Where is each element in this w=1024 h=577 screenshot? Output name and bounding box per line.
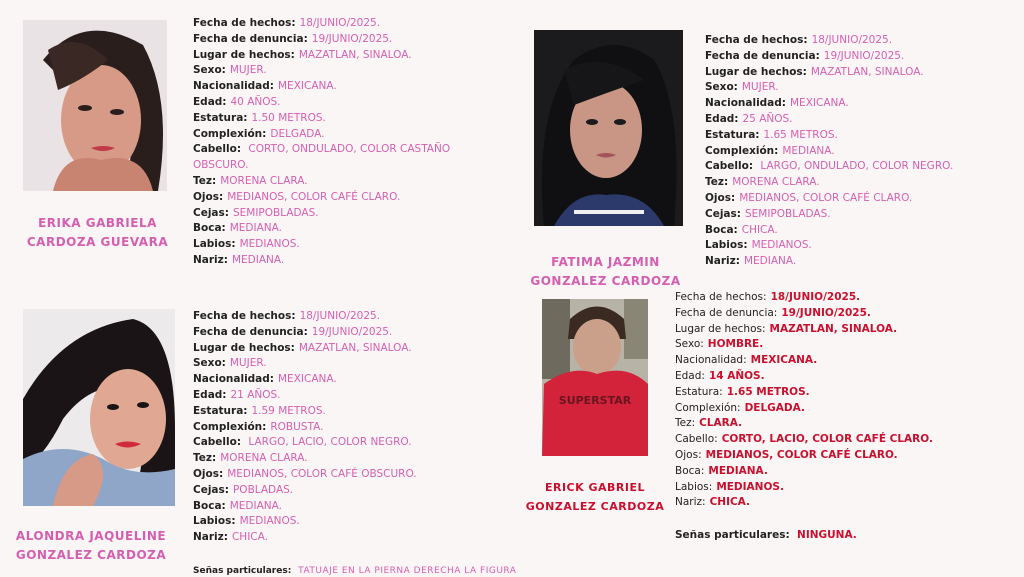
- field-value: CHICA.: [709, 496, 750, 509]
- field-label: Fecha de hechos:: [705, 34, 808, 46]
- field-label: Ojos:: [193, 467, 224, 480]
- field-label: Edad:: [705, 112, 739, 125]
- field-row: [705, 175, 953, 191]
- field-label: Nariz:: [193, 253, 228, 266]
- field-value: MEDIANA.: [708, 464, 768, 477]
- field-row: [193, 79, 450, 95]
- field-value: LARGO, ONDULADO, COLOR NEGRO.: [757, 160, 954, 173]
- field-value: MEDIANA.: [231, 253, 285, 266]
- field-row: [193, 237, 450, 253]
- field-label: Lugar de hechos:: [675, 322, 766, 335]
- photo-erika: [23, 20, 167, 191]
- field-row: [193, 372, 417, 388]
- field-value: MAZATLAN, SINALOA.: [298, 341, 412, 354]
- name-erika: [5, 214, 190, 252]
- field-value: MORENA CLARA.: [220, 452, 308, 465]
- field-value: MEXICANA.: [790, 97, 849, 110]
- field-value: MEXICANA.: [750, 354, 818, 367]
- photo-fatima: [534, 30, 683, 226]
- field-label: Labios:: [675, 480, 713, 493]
- shirt-text: SUPERSTAR: [558, 394, 632, 407]
- field-value: MEXICANA.: [278, 373, 337, 386]
- field-value: ROBUSTA.: [270, 420, 324, 433]
- field-value: 1.59 METROS.: [251, 404, 326, 417]
- field-label: Lugar de hechos:: [193, 48, 295, 61]
- field-row: [675, 416, 933, 432]
- field-label: Ojos:: [705, 191, 736, 204]
- name-line1: FATIMA JAZMIN: [551, 255, 660, 269]
- field-row: [193, 63, 450, 79]
- field-row: [193, 142, 450, 158]
- field-label: Boca:: [193, 499, 226, 512]
- field-label: Fecha de hechos:: [675, 291, 767, 303]
- field-row: [193, 325, 417, 341]
- field-value: 19/JUNIO/2025.: [823, 49, 905, 62]
- field-label: Nariz:: [193, 531, 228, 544]
- field-value: CHICA.: [741, 223, 778, 236]
- field-value: MEDIANOS.: [239, 238, 300, 251]
- senas-erick: [675, 529, 857, 541]
- name-alondra: [0, 527, 182, 565]
- field-value: CORTO, LACIO, COLOR CAFÉ CLARO.: [721, 433, 933, 446]
- photo-alondra: [23, 309, 175, 506]
- field-row: [705, 33, 953, 49]
- field-value: 1.50 METROS.: [251, 111, 326, 124]
- top-date-note: [722, 0, 809, 1]
- field-value: 14 AÑOS.: [708, 369, 765, 382]
- field-label: Labios:: [193, 238, 236, 251]
- field-value: MORENA CLARA.: [732, 176, 820, 189]
- field-label: Lugar de hechos:: [705, 65, 807, 78]
- field-row: [675, 322, 933, 338]
- field-label: Cabello:: [675, 433, 718, 446]
- field-value: CORTO, ONDULADO, COLOR CASTAÑO: [245, 143, 451, 156]
- field-value: DELGADA.: [744, 401, 805, 414]
- field-label: Boca:: [675, 464, 705, 477]
- field-label: Fecha de hechos:: [193, 17, 296, 29]
- field-label: Edad:: [193, 388, 227, 401]
- field-row: [705, 49, 953, 65]
- field-value: MUJER.: [741, 81, 779, 94]
- field-row: [193, 404, 417, 420]
- field-value: MEDIANA.: [743, 255, 797, 268]
- field-label: Complexión:: [193, 127, 267, 140]
- field-label: Ojos:: [193, 190, 224, 203]
- field-value: 18/JUNIO/2025.: [299, 17, 381, 29]
- field-value: 18/JUNIO/2025.: [811, 34, 893, 46]
- portrait-image: [23, 309, 175, 506]
- field-label: Nacionalidad:: [193, 373, 274, 386]
- field-value: 1.65 METROS.: [726, 385, 810, 398]
- name-line2: CARDOZA GUEVARA: [26, 235, 169, 249]
- portrait-image: [542, 299, 648, 456]
- field-row: [193, 420, 417, 436]
- details-erick: [675, 290, 933, 511]
- senas-label: Señas particulares:: [675, 529, 790, 541]
- field-row: [193, 111, 450, 127]
- field-row: [675, 369, 933, 385]
- name-line1: ERICK GABRIEL: [544, 481, 646, 494]
- field-label: Tez:: [675, 417, 696, 430]
- field-label: Fecha de denuncia:: [705, 49, 820, 62]
- field-label: Fecha de denuncia:: [193, 325, 308, 338]
- field-row: [193, 32, 450, 48]
- field-label: Tez:: [193, 174, 217, 187]
- field-label: Ojos:: [675, 448, 702, 461]
- details-alondra: [193, 309, 417, 546]
- field-row: [675, 385, 933, 401]
- field-row: [193, 388, 417, 404]
- field-label: Estatura:: [193, 111, 248, 124]
- field-row: [193, 206, 450, 222]
- field-row: [193, 127, 450, 143]
- field-label: Cejas:: [193, 206, 229, 219]
- field-value: DELGADA.: [270, 127, 325, 140]
- field-value: MUJER.: [229, 64, 267, 77]
- field-value: 25 AÑOS.: [742, 112, 793, 125]
- field-row: [705, 238, 953, 254]
- field-row-continuation: [193, 158, 450, 174]
- field-value: 18/JUNIO/2025.: [299, 310, 381, 322]
- photo-erick: [542, 299, 648, 456]
- portrait-image: [23, 20, 167, 191]
- senas-value: NINGUNA.: [797, 529, 857, 541]
- field-row: [675, 353, 933, 369]
- field-label: Cejas:: [193, 483, 229, 496]
- field-value: 21 AÑOS.: [230, 388, 281, 401]
- field-value: 18/JUNIO/2025.: [770, 291, 861, 303]
- field-row: [675, 480, 933, 496]
- field-label: Complexión:: [675, 401, 741, 414]
- field-value: LARGO, LACIO, COLOR NEGRO.: [245, 436, 412, 449]
- field-row: [705, 207, 953, 223]
- field-row: [705, 144, 953, 160]
- field-value: MEDIANA.: [229, 222, 282, 235]
- field-value: CHICA.: [231, 531, 268, 544]
- field-label: Boca:: [705, 223, 738, 236]
- field-row: [193, 190, 450, 206]
- field-row: [193, 309, 417, 325]
- field-value: 19/JUNIO/2025.: [311, 32, 393, 45]
- field-value: MEDIANA.: [782, 144, 835, 157]
- field-row: [675, 432, 933, 448]
- field-value: MAZATLAN, SINALOA.: [298, 48, 412, 61]
- name-line1: ALONDRA JAQUELINE: [15, 529, 167, 543]
- field-value: MEXICANA.: [278, 80, 337, 93]
- field-value: MAZATLAN, SINALOA.: [810, 65, 924, 78]
- field-value: MEDIANOS.: [716, 480, 784, 493]
- field-value: 19/JUNIO/2025.: [311, 325, 393, 338]
- field-label: Labios:: [705, 239, 748, 252]
- field-row: [193, 483, 417, 499]
- field-label: Nacionalidad:: [705, 97, 786, 110]
- field-row: [193, 451, 417, 467]
- field-value: MEDIANA.: [229, 499, 282, 512]
- details-erika: [193, 16, 450, 269]
- field-value: 40 AÑOS.: [230, 95, 281, 108]
- field-label: Sexo:: [675, 338, 704, 351]
- field-row: [705, 223, 953, 239]
- field-row: [675, 495, 933, 511]
- field-row: [705, 254, 953, 270]
- field-label: Tez:: [193, 452, 217, 465]
- field-label: Nariz:: [675, 496, 706, 509]
- field-row: [193, 221, 450, 237]
- field-row: [705, 80, 953, 96]
- portrait-image: [534, 30, 683, 226]
- name-line2: GONZALEZ CARDOZA: [15, 548, 167, 562]
- field-label: Edad:: [193, 95, 227, 108]
- field-value: 1.65 METROS.: [763, 128, 838, 141]
- field-label: Estatura:: [675, 385, 723, 398]
- field-value: MEDIANOS.: [239, 515, 300, 528]
- field-label: Sexo:: [193, 357, 226, 370]
- field-value: MAZATLAN, SINALOA.: [769, 322, 898, 335]
- field-label: Nariz:: [705, 255, 740, 268]
- field-row: [193, 467, 417, 483]
- name-line2: GONZALEZ CARDOZA: [530, 274, 681, 288]
- field-row: [193, 435, 417, 451]
- field-row: [193, 95, 450, 111]
- field-label: Complexión:: [193, 420, 267, 433]
- field-label: Lugar de hechos:: [193, 341, 295, 354]
- field-row: [675, 448, 933, 464]
- field-row: [705, 112, 953, 128]
- senas-alondra: [193, 566, 516, 576]
- field-value: SEMIPOBLADAS.: [232, 206, 319, 219]
- field-value: HOMBRE.: [707, 338, 764, 351]
- field-label: Fecha de hechos:: [193, 310, 296, 322]
- field-value: MEDIANOS.: [751, 239, 812, 252]
- name-line2: GONZALEZ CARDOZA: [525, 500, 665, 513]
- field-value: MUJER.: [229, 357, 267, 370]
- field-value: MORENA CLARA.: [220, 174, 308, 187]
- field-row: [193, 48, 450, 64]
- field-row: [705, 65, 953, 81]
- field-label: Nacionalidad:: [193, 80, 274, 93]
- details-fatima: [705, 33, 953, 270]
- field-row: [193, 530, 417, 546]
- field-row: [705, 96, 953, 112]
- field-row: [193, 356, 417, 372]
- field-label: Nacionalidad:: [675, 354, 747, 367]
- field-value: MEDIANOS, COLOR CAFÉ CLARO.: [705, 448, 898, 461]
- field-label: Sexo:: [705, 81, 738, 94]
- field-label: Cejas:: [705, 207, 741, 220]
- field-label: Fecha de denuncia:: [193, 32, 308, 45]
- field-label: Estatura:: [193, 404, 248, 417]
- field-row: [193, 16, 450, 32]
- field-label: Labios:: [193, 515, 236, 528]
- field-value: POBLADAS.: [232, 483, 294, 496]
- field-value: CLARA.: [699, 417, 743, 430]
- field-row: [193, 253, 450, 269]
- field-label: Estatura:: [705, 128, 760, 141]
- field-value: MEDIANOS, COLOR CAFÉ CLARO.: [227, 190, 401, 203]
- field-row: [675, 464, 933, 480]
- field-row: [705, 128, 953, 144]
- field-row: [675, 306, 933, 322]
- senas-value: TATUAJE EN LA PIERNA DERECHA LA FIGURA: [298, 566, 517, 576]
- field-label: Cabello:: [193, 143, 242, 156]
- field-value: OBSCURO.: [193, 159, 249, 172]
- name-fatima: [513, 253, 698, 291]
- field-label: Sexo:: [193, 64, 226, 77]
- field-label: Edad:: [675, 369, 705, 382]
- field-label: Tez:: [705, 176, 729, 189]
- field-row: [675, 401, 933, 417]
- field-row: [193, 514, 417, 530]
- field-row: [193, 174, 450, 190]
- field-value: SEMIPOBLADAS.: [744, 207, 831, 220]
- field-label: Complexión:: [705, 144, 779, 157]
- senas-label: Señas particulares:: [193, 566, 292, 576]
- field-row: [193, 341, 417, 357]
- field-value: MEDIANOS, COLOR CAFÉ CLARO.: [739, 191, 913, 204]
- field-label: Cabello:: [193, 436, 242, 449]
- field-row: [705, 159, 953, 175]
- field-label: Cabello:: [705, 160, 754, 173]
- field-row: [193, 499, 417, 515]
- field-label: Fecha de denuncia:: [675, 306, 778, 319]
- name-line1: ERIKA GABRIELA: [38, 216, 157, 230]
- name-erick: [520, 478, 670, 516]
- field-row: [675, 337, 933, 353]
- field-value: 19/JUNIO/2025.: [781, 306, 871, 319]
- field-label: Boca:: [193, 222, 226, 235]
- field-row: [705, 191, 953, 207]
- field-value: MEDIANOS, COLOR CAFÉ OBSCURO.: [227, 467, 417, 480]
- field-row: [675, 290, 933, 306]
